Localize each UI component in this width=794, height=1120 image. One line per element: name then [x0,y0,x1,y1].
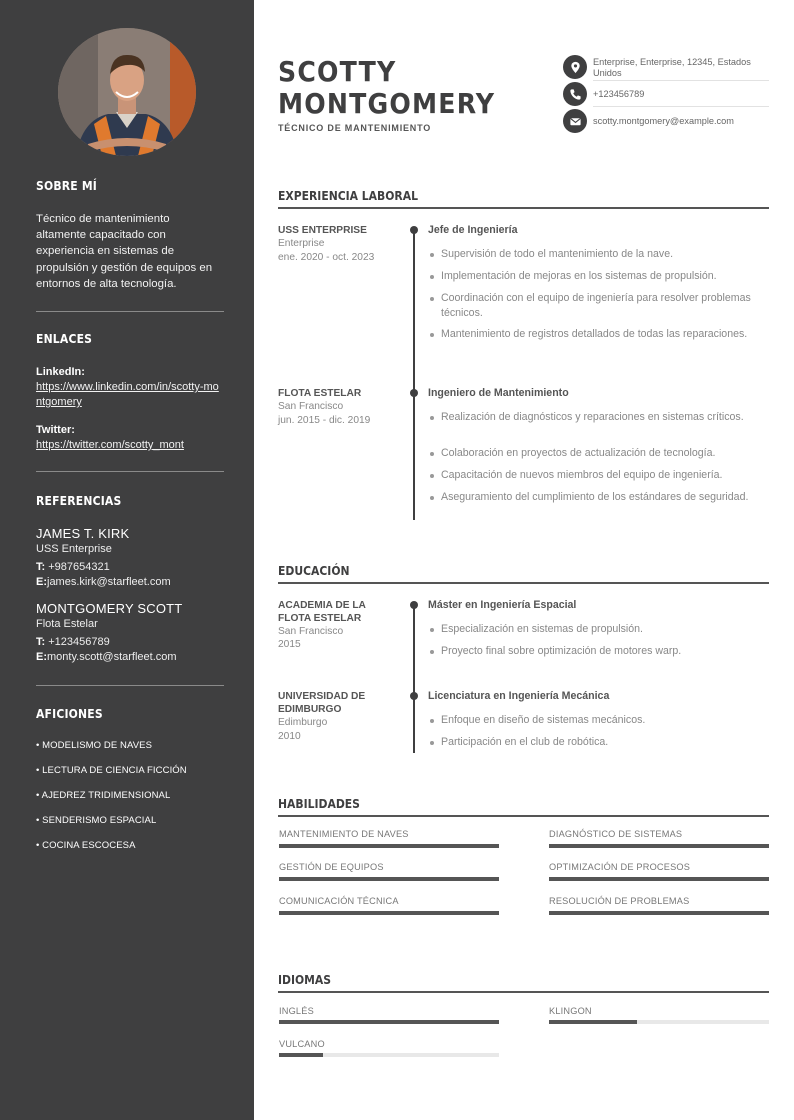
job-org: USS ENTERPRISE [278,225,367,236]
email-value: monty.scott@starfleet.com [47,651,177,663]
skill-bar [549,844,769,848]
phone-label: T: [36,636,46,648]
language-bar-fill [279,1053,323,1057]
language-bar-fill [279,1020,499,1024]
language-bar-fill [549,1020,637,1024]
envelope-icon [563,109,587,133]
links-heading: ENLACES [36,332,93,346]
skills-heading: HABILIDADES [278,797,360,811]
job-bullet: Colaboración en proyectos de actualización de tecnología. [441,446,761,461]
timeline-line [413,605,415,753]
about-heading: SOBRE MÍ [36,179,97,193]
twitter-link[interactable]: https://twitter.com/scotty_mont [36,439,184,451]
skill-bar [549,877,769,881]
profile-photo [58,28,196,156]
job-location: San Francisco [278,401,344,412]
email-label: E: [36,651,47,663]
school-year: 2015 [278,639,301,650]
timeline-dot [410,389,418,397]
skill-label: DIAGNÓSTICO DE SISTEMAS [549,829,683,839]
school-year: 2010 [278,731,301,742]
school-name: UNIVERSIDAD DE EDIMBURGO [278,691,366,715]
job-bullet: Aseguramiento del cumplimiento de los estándares de seguridad. [441,490,761,505]
hobby-item: • COCINA ESCOCESA [36,840,136,851]
sidebar-divider [36,685,224,686]
education-heading: EDUCACIÓN [278,564,350,578]
phone-text: +123456789 [593,89,645,99]
reference-phone [36,636,110,648]
job-role: Ingeniero de Mantenimiento [428,387,569,399]
hobby-item: • MODELISMO DE NAVES [36,740,153,751]
timeline-dot [410,601,418,609]
hobby-item: • AJEDREZ TRIDIMENSIONAL [36,790,171,801]
email-value: james.kirk@starfleet.com [47,576,171,588]
skill-bar [279,911,499,915]
language-bar [549,1020,769,1024]
email-text: scotty.montgomery@example.com [593,116,734,126]
school-location: San Francisco [278,626,344,637]
reference-email [36,576,171,588]
references-heading: REFERENCIAS [36,494,122,508]
contact-divider [593,80,769,81]
degree-title: Licenciatura en Ingeniería Mecánica [428,690,610,702]
section-rule [278,815,769,817]
location-pin-icon [563,55,587,79]
name-last: MONTGOMERY [278,87,496,120]
language-label: KLINGON [549,1006,592,1016]
phone-value: +987654321 [48,561,110,573]
contact-divider [593,106,769,107]
language-label: INGLÉS [279,1006,314,1016]
sidebar-divider [36,311,224,312]
job-bullet: Realización de diagnósticos y reparaciones en sistemas críticos. [441,410,761,425]
sidebar [0,0,254,1120]
timeline-dot [410,226,418,234]
skill-label: GESTIÓN DE EQUIPOS [279,862,384,872]
job-bullet: Supervisión de todo el mantenimiento de la nave. [441,247,761,262]
skill-bar [549,911,769,915]
skill-bar-fill [549,877,769,881]
job-role: Jefe de Ingeniería [428,224,518,236]
twitter-label: Twitter: [36,424,75,436]
address-text: Enterprise, Enterprise, 12345, Estados Unidos [593,57,751,78]
phone-icon [563,82,587,106]
job-org: FLOTA ESTELAR [278,388,362,399]
job-bullet: Implementación de mejoras en los sistemas de propulsión. [441,269,761,284]
job-dates: jun. 2015 - dic. 2019 [278,415,371,426]
degree-bullet: Participación en el club de robótica. [441,735,761,750]
timeline-dot [410,692,418,700]
degree-title: Máster en Ingeniería Espacial [428,599,577,611]
job-dates: ene. 2020 - oct. 2023 [278,252,375,263]
experience-heading: EXPERIENCIA LABORAL [278,189,418,203]
email-label: E: [36,576,47,588]
skill-bar-fill [549,844,769,848]
hobby-item: • LECTURA DE CIENCIA FICCIÓN [36,765,187,776]
degree-bullet: Especialización en sistemas de propulsión. [441,622,761,637]
reference-name: JAMES T. KIRK [36,526,130,541]
name-first: SCOTTY [278,55,397,88]
section-rule [278,991,769,993]
reference-name: MONTGOMERY SCOTT [36,601,183,616]
timeline-line [413,230,415,520]
sidebar-divider [36,471,224,472]
job-bullet: Coordinación con el equipo de ingeniería para resolver problemas técnicos. [441,291,761,321]
skill-bar-fill [279,844,499,848]
job-location: Enterprise [278,238,325,249]
skill-label: COMUNICACIÓN TÉCNICA [279,896,399,906]
skill-bar-fill [549,911,769,915]
job-bullet: Capacitación de nuevos miembros del equipo de ingeniería. [441,468,761,483]
job-title: TÉCNICO DE MANTENIMIENTO [278,123,432,133]
reference-org: Flota Estelar [36,618,98,630]
skill-bar-fill [279,911,499,915]
skill-bar-fill [279,877,499,881]
language-label: VULCANO [279,1039,325,1049]
phone-label: T: [36,561,46,573]
skill-bar [279,877,499,881]
about-text: Técnico de mantenimiento altamente capacitado con experiencia en sistemas de propulsión y gestión de equipos en entornos de alta tecnología. [36,213,213,290]
degree-bullet: Enfoque en diseño de sistemas mecánicos. [441,713,761,728]
section-rule [278,582,769,584]
linkedin-link[interactable]: https://www.linkedin.com/in/scotty-montgomery [36,381,219,408]
skill-label: MANTENIMIENTO DE NAVES [279,829,409,839]
school-location: Edimburgo [278,717,328,728]
hobby-item: • SENDERISMO ESPACIAL [36,815,157,826]
section-rule [278,207,769,209]
job-bullet: Mantenimiento de registros detallados de todas las reparaciones. [441,327,761,342]
phone-value: +123456789 [48,636,110,648]
reference-org: USS Enterprise [36,543,112,555]
skill-label: OPTIMIZACIÓN DE PROCESOS [549,862,691,872]
person-portrait-icon [58,28,196,156]
languages-heading: IDIOMAS [278,973,332,987]
language-bar [279,1020,499,1024]
school-name: ACADEMIA DE LA FLOTA ESTELAR [278,600,366,624]
reference-phone [36,561,110,573]
hobbies-heading: AFICIONES [36,707,103,721]
skill-label: RESOLUCIÓN DE PROBLEMAS [549,896,690,906]
degree-bullet: Proyecto final sobre optimización de motores warp. [441,644,761,659]
linkedin-label: LinkedIn: [36,366,85,378]
language-bar [279,1053,499,1057]
skill-bar [279,844,499,848]
reference-email [36,651,177,663]
